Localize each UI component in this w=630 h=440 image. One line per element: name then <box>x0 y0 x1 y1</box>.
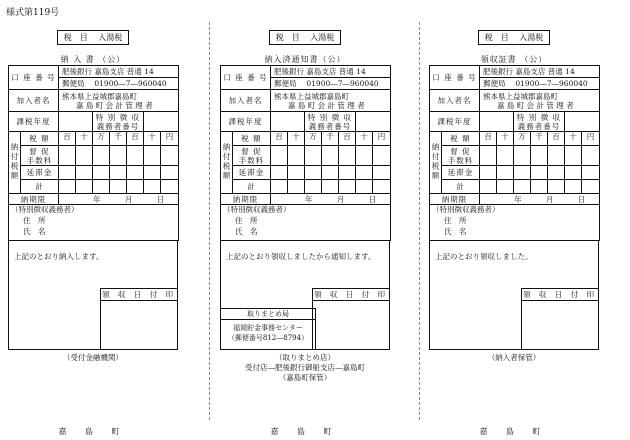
late-fee-digit-cell <box>305 166 322 180</box>
deadline-label: 納期限 <box>221 194 271 205</box>
digit-unit: 百 <box>127 132 144 146</box>
digit-unit: 百 <box>480 132 497 146</box>
footer-line: （嘉島町保管） <box>278 373 332 382</box>
penalty-digit-cell <box>480 146 497 166</box>
late-fee-digit-cell <box>339 166 356 180</box>
tax-type-box <box>57 30 129 45</box>
footer-line: （受付金融機関） <box>63 353 123 362</box>
receipt-area <box>429 241 599 350</box>
total-digit-cell <box>305 180 322 194</box>
tax-type-box <box>478 30 550 45</box>
special-collector-number <box>144 112 179 132</box>
cut-line <box>209 22 210 420</box>
digit-unit: 円 <box>373 132 391 146</box>
stamp-label: 領 収 日 付 印 <box>313 290 389 299</box>
digit-unit: 十 <box>565 132 582 146</box>
penalty-digit-cell <box>565 146 582 166</box>
row-late-label: 延滞金 <box>21 166 59 180</box>
digit-unit: 円 <box>582 132 600 146</box>
branch-name: 嘉島支店 <box>306 67 337 76</box>
postal-number: 01900―7―960040 <box>515 79 588 88</box>
tax-type-box <box>269 30 341 45</box>
account-no: 14 <box>144 67 154 76</box>
penalty-digit-cell <box>144 146 161 166</box>
account-label: 口 座 番 号 <box>9 66 59 90</box>
row-tax-label: 税 額 <box>21 132 59 146</box>
bank-name: 肥後銀行 <box>483 67 513 76</box>
pay-vert-label: 納付税額 <box>222 142 231 181</box>
payee-label: 加入者名 <box>221 90 271 112</box>
special-collector-number <box>565 112 600 132</box>
row-penalty-label <box>21 146 59 166</box>
special-collector-label <box>305 112 356 132</box>
deadline-label: 納期限 <box>9 194 59 205</box>
tax-year-value <box>271 112 305 132</box>
account-label: 口 座 番 号 <box>221 66 271 90</box>
late-fee-digit-cell <box>161 166 179 180</box>
late-fee-digit-cell <box>480 166 497 180</box>
payee-label: 加入者名 <box>430 90 480 112</box>
late-fee-digit-cell <box>110 166 127 180</box>
town-name: 嘉 島 町 <box>479 427 549 436</box>
digit-unit: 十 <box>497 132 514 146</box>
obligor-block <box>430 205 600 241</box>
late-fee-digit-cell <box>59 166 76 180</box>
payment-slip-2 <box>220 30 390 436</box>
payment-slip-3 <box>429 30 599 436</box>
total-digit-cell <box>373 180 391 194</box>
payment-table <box>8 65 179 241</box>
deadline-date <box>59 194 179 205</box>
footer <box>220 353 390 383</box>
digit-unit: 十 <box>144 132 161 146</box>
branch-name: 嘉島支店 <box>94 67 125 76</box>
payee-name: 嘉 島 町 会 計 管 理 者 <box>288 100 365 110</box>
collector-heading: 取りまとめ局 <box>221 309 315 320</box>
deadline-date <box>271 194 391 205</box>
penalty-label-1: 督 促 <box>241 146 262 156</box>
late-fee-digit-cell <box>373 166 391 180</box>
total-digit-cell <box>548 180 565 194</box>
postal-label: 郵便局 <box>62 79 85 88</box>
postal-label: 郵便局 <box>274 79 297 88</box>
footer <box>429 353 599 363</box>
digit-unit: 千 <box>322 132 339 146</box>
digit-unit: 十 <box>356 132 373 146</box>
special-label: 特 別 徴 収 <box>95 112 141 122</box>
cut-line <box>419 22 420 420</box>
day-label: 日 <box>368 194 377 204</box>
payee-label: 加入者名 <box>9 90 59 112</box>
month-label: 月 <box>336 194 345 204</box>
row-total-label: 計 <box>233 180 271 194</box>
total-digit-cell <box>565 180 582 194</box>
month-label: 月 <box>124 194 133 204</box>
special-label2: 義務者番号 <box>308 121 352 131</box>
collector-line: （郵便番号812―8794） <box>227 334 309 342</box>
late-fee-digit-cell <box>514 166 531 180</box>
obligor-block <box>9 205 179 241</box>
obligor-block <box>221 205 391 241</box>
bank-account <box>480 66 600 78</box>
receipt-stamp-box <box>312 288 390 350</box>
digit-unit: 万 <box>93 132 110 146</box>
digit-unit: 十 <box>76 132 93 146</box>
total-digit-cell <box>514 180 531 194</box>
receipt-area <box>8 241 178 350</box>
tax-type-label: 税 目 <box>484 33 509 42</box>
row-total-label: 計 <box>21 180 59 194</box>
special-label2: 義務者番号 <box>517 121 561 131</box>
late-fee-digit-cell <box>582 166 600 180</box>
penalty-digit-cell <box>59 146 76 166</box>
account-type: 普通 <box>338 67 354 76</box>
penalty-label-1: 督 促 <box>450 146 471 156</box>
late-fee-digit-cell <box>322 166 339 180</box>
postal-number: 01900―7―960040 <box>94 79 167 88</box>
name-label: 氏 名 <box>235 227 258 236</box>
account-type: 普通 <box>126 67 142 76</box>
late-fee-digit-cell <box>356 166 373 180</box>
payment-table <box>220 65 391 241</box>
receipt-note: 上記のとおり領収しました。 <box>435 252 533 261</box>
special-label: 特 別 徴 収 <box>516 112 562 122</box>
name-label: 氏 名 <box>23 227 46 236</box>
address-label: 住 所 <box>444 216 467 225</box>
bank-account <box>271 66 391 78</box>
penalty-digit-cell <box>76 146 93 166</box>
digit-unit: 万 <box>305 132 322 146</box>
penalty-digit-cell <box>127 146 144 166</box>
special-collector-label <box>514 112 565 132</box>
receipt-note: 上記のとおり納入します。 <box>14 252 104 261</box>
special-label: 特 別 徴 収 <box>307 112 353 122</box>
row-tax-label: 税 額 <box>442 132 480 146</box>
postal-account <box>271 78 391 90</box>
row-tax-label: 税 額 <box>233 132 271 146</box>
penalty-digit-cell <box>305 146 322 166</box>
pay-vert-label: 納付税額 <box>431 142 440 181</box>
total-digit-cell <box>93 180 110 194</box>
year-label: 年 <box>514 194 522 204</box>
footer <box>8 353 178 363</box>
tax-year-value <box>59 112 93 132</box>
account-no: 14 <box>356 67 366 76</box>
total-digit-cell <box>480 180 497 194</box>
tax-type-label: 税 目 <box>63 33 88 42</box>
digit-unit: 百 <box>339 132 356 146</box>
footer-line: 受付店―肥後銀行御船支店―嘉島町 <box>245 363 365 372</box>
payment-table <box>429 65 600 241</box>
receipt-stamp-box <box>100 288 178 350</box>
digit-unit: 百 <box>59 132 76 146</box>
penalty-label-2: 手数料 <box>26 155 53 165</box>
penalty-digit-cell <box>548 146 565 166</box>
payee <box>59 90 179 112</box>
address-label: 住 所 <box>235 216 258 225</box>
day-label: 日 <box>577 194 586 204</box>
late-fee-digit-cell <box>531 166 548 180</box>
total-digit-cell <box>110 180 127 194</box>
account-label: 口 座 番 号 <box>430 66 480 90</box>
tax-year-label: 課税年度 <box>430 112 480 132</box>
total-digit-cell <box>531 180 548 194</box>
penalty-digit-cell <box>356 146 373 166</box>
penalty-digit-cell <box>271 146 288 166</box>
total-digit-cell <box>59 180 76 194</box>
digit-unit: 十 <box>288 132 305 146</box>
total-digit-cell <box>356 180 373 194</box>
day-label: 日 <box>156 194 165 204</box>
year-label: 年 <box>93 194 101 204</box>
form-number: 様式第119号 <box>6 8 60 18</box>
payee <box>271 90 391 112</box>
footer-line: （取りまとめ店） <box>275 353 335 362</box>
obligor-label: （特別徴収義務者） <box>11 205 79 214</box>
tax-type-value: 入湯税 <box>98 33 123 42</box>
account-type: 普通 <box>547 67 563 76</box>
town-name: 嘉 島 町 <box>270 427 340 436</box>
penalty-digit-cell <box>322 146 339 166</box>
late-fee-digit-cell <box>127 166 144 180</box>
late-fee-digit-cell <box>565 166 582 180</box>
month-label: 月 <box>545 194 554 204</box>
total-digit-cell <box>127 180 144 194</box>
total-digit-cell <box>288 180 305 194</box>
payee <box>480 90 600 112</box>
late-fee-digit-cell <box>93 166 110 180</box>
special-label2: 義務者番号 <box>96 121 140 131</box>
penalty-digit-cell <box>339 146 356 166</box>
form-title: 領収証書 （公） <box>480 55 548 64</box>
digit-unit: 万 <box>514 132 531 146</box>
account-no: 14 <box>565 67 575 76</box>
penalty-digit-cell <box>497 146 514 166</box>
year-label: 年 <box>305 194 313 204</box>
tax-type-value: 入湯税 <box>519 33 544 42</box>
receipt-stamp-box <box>521 288 599 350</box>
payee-address: 熊本県上益城郡嘉島町 <box>483 91 558 101</box>
bank-name: 肥後銀行 <box>62 67 92 76</box>
pay-vert-cell <box>430 132 442 194</box>
pay-vert-cell <box>9 132 21 194</box>
postal-account <box>480 78 600 90</box>
stamp-label: 領 収 日 付 印 <box>522 290 598 299</box>
row-late-label: 延滞金 <box>442 166 480 180</box>
payee-address: 熊本県上益城郡嘉島町 <box>274 91 349 101</box>
deadline-label: 納期限 <box>430 194 480 205</box>
bank-account <box>59 66 179 78</box>
name-label: 氏 名 <box>444 227 467 236</box>
collector-box <box>220 308 316 350</box>
penalty-digit-cell <box>514 146 531 166</box>
form-title: 納入済通知書（公） <box>264 55 346 64</box>
obligor-label: （特別徴収義務者） <box>223 205 291 214</box>
penalty-digit-cell <box>531 146 548 166</box>
special-collector-label <box>93 112 144 132</box>
penalty-label-2: 手数料 <box>238 155 265 165</box>
total-digit-cell <box>322 180 339 194</box>
penalty-label-1: 督 促 <box>29 146 50 156</box>
total-digit-cell <box>497 180 514 194</box>
postal-number: 01900―7―960040 <box>306 79 379 88</box>
special-collector-number <box>356 112 391 132</box>
total-digit-cell <box>161 180 179 194</box>
digit-unit: 百 <box>271 132 288 146</box>
deadline-date <box>480 194 600 205</box>
payee-address: 熊本県上益城郡嘉島町 <box>62 91 137 101</box>
footer-line: （納入者保管） <box>487 353 541 362</box>
payee-name: 嘉 島 町 会 計 管 理 者 <box>497 100 574 110</box>
receipt-area <box>220 241 390 350</box>
late-fee-digit-cell <box>548 166 565 180</box>
penalty-digit-cell <box>93 146 110 166</box>
penalty-digit-cell <box>373 146 391 166</box>
late-fee-digit-cell <box>271 166 288 180</box>
postal-label: 郵便局 <box>483 79 506 88</box>
address-label: 住 所 <box>23 216 46 225</box>
total-digit-cell <box>271 180 288 194</box>
payment-slip-1 <box>8 30 178 436</box>
row-penalty-label <box>233 146 271 166</box>
pay-vert-label: 納付税額 <box>10 142 19 181</box>
tax-year-label: 課税年度 <box>9 112 59 132</box>
digit-unit: 百 <box>548 132 565 146</box>
payee-name: 嘉 島 町 会 計 管 理 者 <box>76 100 153 110</box>
receipt-note: 上記のとおり領収しましたから通知します。 <box>226 252 376 261</box>
late-fee-digit-cell <box>76 166 93 180</box>
late-fee-digit-cell <box>497 166 514 180</box>
town-name: 嘉 島 町 <box>58 427 128 436</box>
obligor-label: （特別徴収義務者） <box>432 205 500 214</box>
penalty-digit-cell <box>110 146 127 166</box>
row-late-label: 延滞金 <box>233 166 271 180</box>
late-fee-digit-cell <box>288 166 305 180</box>
penalty-digit-cell <box>582 146 600 166</box>
total-digit-cell <box>144 180 161 194</box>
penalty-digit-cell <box>161 146 179 166</box>
branch-name: 嘉島支店 <box>515 67 546 76</box>
form-title: 納 入 書 （公） <box>60 55 126 64</box>
bank-name: 肥後銀行 <box>274 67 304 76</box>
tax-type-label: 税 目 <box>275 33 300 42</box>
total-digit-cell <box>582 180 600 194</box>
digit-unit: 千 <box>531 132 548 146</box>
tax-type-value: 入湯税 <box>310 33 335 42</box>
total-digit-cell <box>76 180 93 194</box>
late-fee-digit-cell <box>144 166 161 180</box>
stamp-label: 領 収 日 付 印 <box>101 290 177 299</box>
row-penalty-label <box>442 146 480 166</box>
digit-unit: 千 <box>110 132 127 146</box>
collector-line: 福岡貯金事務センター <box>233 324 303 332</box>
digit-unit: 円 <box>161 132 179 146</box>
total-digit-cell <box>339 180 356 194</box>
penalty-label-2: 手数料 <box>447 155 474 165</box>
postal-account <box>59 78 179 90</box>
tax-year-label: 課税年度 <box>221 112 271 132</box>
tax-year-value <box>480 112 514 132</box>
pay-vert-cell <box>221 132 233 194</box>
row-total-label: 計 <box>442 180 480 194</box>
penalty-digit-cell <box>288 146 305 166</box>
